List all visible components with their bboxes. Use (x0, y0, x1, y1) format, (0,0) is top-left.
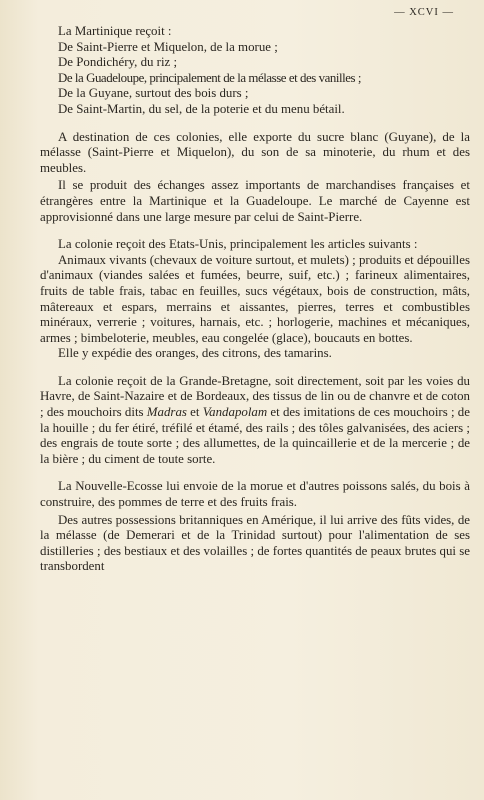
list-item: De la Guadeloupe, principalement de la mélasse et des vanilles ; (58, 70, 362, 85)
paragraph-export: A destination de ces colonies, elle exporte du sucre blanc (Guyane), de la mélasse (Saint-Pierre et Miquelon), du son de sa minoterie, du rhum et des meubles. (40, 129, 470, 175)
paragraph-nouvelle-ecosse: La Nouvelle-Ecosse lui envoie de la morue et d'autres poissons salés, du bois à construire, des pommes de terre et des fruits frais. (40, 479, 470, 510)
page-number-header: — XCVI — (394, 7, 454, 18)
paragraph-echanges: Il se produit des échanges assez importants de marchandises françaises et étrangères entre la Martinique et la Guadeloupe. Le marché de Cayenne est approvisionné dans une large mesure par celui de Saint-Pierre. (40, 178, 470, 224)
martinique-imports-list (40, 24, 470, 118)
gb-text-part-2: et des imitations de ces mouchoirs ; de la houille ; du fer étiré, tréfilé et étamé, des rails ; des tôles galvanisées, des aciers ; des engrais de toute sorte ; des allumettes, de la quincaillerie et de la mercerie ; de la bière ; du ciment de toute sorte. (40, 405, 470, 466)
paragraph-usa-intro: La colonie reçoit des Etats-Unis, principalement les articles suivants : (58, 237, 418, 252)
list-item: De Pondichéry, du riz ; (58, 55, 178, 70)
paragraph-great-britain (40, 374, 470, 468)
paragraph-autres-possessions: Des autres possessions britanniques en Amérique, il lui arrive des fûts vides, de la mélasse (de Demerari et de la Trinidad surtout) pour l'alimentation de ses distilleries ; des bestiaux et des volailles ; de fortes quantités de peaux brutes qui se transbordent (40, 512, 470, 574)
gb-et: et (190, 405, 200, 420)
paragraph-usa-export: Elle y expédie des oranges, des citrons, des tamarins. (58, 346, 332, 361)
list-item: De Saint-Martin, du sel, de la poterie et du menu bétail. (58, 101, 345, 116)
gb-madras: Madras (146, 405, 187, 420)
gb-vandapolam: Vandapolam (202, 405, 268, 420)
paragraph-usa-list: Animaux vivants (chevaux de voiture surtout, et mulets) ; produits et dépouilles d'animaux (viandes salées et fumées, beurre, suif, etc.) ; farineux alimentaires, fruits de table frais, tabac en feuilles, sucs végétaux, bois de construction, mâts, mâtereaux et espars, merrains et aissantes, pierres, terres et combustibles minéraux, verrerie ; voitures, harnais, etc. ; horlogerie, machines et mécaniques, armes ; bimbeloterie, meubles, eau congelée (glace), boucauts en bottes. (40, 252, 470, 345)
list-item: De la Guyane, surtout des bois durs ; (58, 86, 249, 101)
gb-text-part-1: La colonie reçoit de la Grande-Bretagne, soit directement, soit par les voies du Havre, de Saint-Nazaire et de Bordeaux, des tissus de lin ou de chanvre et de coton ; des mouchoirs dits (40, 373, 470, 420)
list-item: De Saint-Pierre et Miquelon, de la morue ; (58, 39, 278, 54)
martinique-intro: La Martinique reçoit : (58, 24, 172, 38)
